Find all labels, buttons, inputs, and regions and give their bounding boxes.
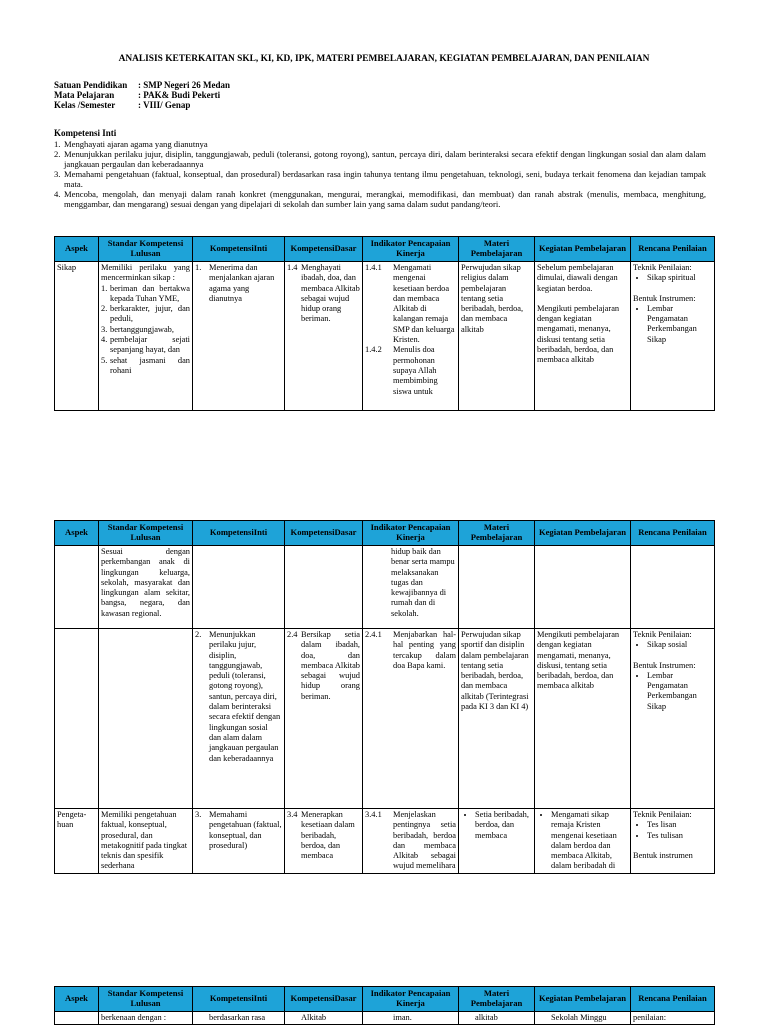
meta-row: [54, 80, 230, 90]
analysis-table-2: [54, 520, 715, 874]
cell-kd: 2.4 Bersikap setia dalam ibadah, doa, dan membaca Alkitab sebagai wujud hidup orang beriman.: [285, 629, 363, 809]
table-row: [55, 1012, 715, 1025]
meta-label: Mata Pelajaran: [54, 90, 115, 101]
header-kd: KompetensiDasar: [285, 987, 363, 1012]
table-header-row: [55, 237, 715, 262]
header-kegiatan: Kegiatan Pembelajaran: [535, 521, 631, 546]
header-ipk: Indikator Pencapaian Kinerja: [363, 987, 459, 1012]
cell-ipk: 2.4.1 Menjabarkan hal-hal penting yang tercakup dalam doa Bapa kami.: [363, 629, 459, 809]
ki-item: 1. Menghayati ajaran agama yang dianutnya: [54, 139, 208, 149]
meta-value: : PAK& Budi Pekerti: [138, 90, 221, 101]
header-ki: KompetensiInti: [193, 237, 285, 262]
document-meta: [54, 80, 230, 111]
cell-ipk: iman.: [363, 1012, 459, 1025]
cell-skl: Memiliki perilaku yang mencerminkan sikap : 1. beriman dan bertakwa kepada Tuhan YME, 2. berkarakter, jujur, dan peduli, 3. bertanggungjawab, 4. pembelajar sejati sepanjang hayat, dan 5. sehat jasmani dan rohani: [99, 262, 193, 411]
table-row: [55, 262, 715, 411]
header-penilaian: Rencana Penilaian: [631, 521, 715, 546]
cell-aspek: Pengeta-huan: [55, 809, 99, 874]
cell-penilaian: penilaian:: [631, 1012, 715, 1025]
cell-kd: Alkitab: [285, 1012, 363, 1025]
ki-item: 2. Menunjukkan perilaku jujur, disiplin, tanggungjawab, peduli (toleransi, gotong royong), santun, percaya diri, dalam berinteraksi secara efektif dengan lingkungan sosial dan alam dalam jangkauan pergaulan dan keberadaannya: [54, 149, 706, 169]
header-materi: Materi Pembelajaran: [459, 987, 535, 1012]
cell-materi: alkitab: [459, 1012, 535, 1025]
header-kd: KompetensiDasar: [285, 237, 363, 262]
cell-kegiatan: Sebelum pembelajaran dimulai, diawali dengan kegiatan berdoa. Mengikuti pembelajaran dengan kegiatan mengamati, menanya, diskusi tentang setia beribadah, berdoa, dan membaca alkitab: [535, 262, 631, 411]
header-materi: Materi Pembelajaran: [459, 237, 535, 262]
cell-ki: 1. Menerima dan menjalankan ajaran agama yang dianutnya: [193, 262, 285, 411]
table-row: [55, 629, 715, 809]
cell-penilaian: Teknik Penilaian: • Sikap spiritual Bentuk Instrumen: • Lembar Pengamatan Perkembangan Sikap: [631, 262, 715, 411]
cell-ki: 3. Memahami pengetahuan (faktual, konseptual, dan prosedural): [193, 809, 285, 874]
header-aspek: Aspek: [55, 237, 99, 262]
cell-ipk: 1.4.1 Mengamati mengenai kesetiaan berdoa dan membaca Alkitab di kalangan remaja SMP dan keluarga Kristen. 1.4.2 Menulis doa permohonan supaya Allah membimbing siswa untuk: [363, 262, 459, 411]
header-skl: Standar Kompetensi Lulusan: [99, 521, 193, 546]
header-aspek: Aspek: [55, 521, 99, 546]
ki-item: 4. Mencoba, mengolah, dan menyaji dalam ranah konkret (menggunakan, mengurai, merangkai, memodifikasi, dan membuat) dan ranah abstrak (menulis, membaca, menghitung, menggambar, dan mengarang) sesuai dengan yang dipelajari di sekolah dan sumber lain yang sama dalam sudut pandang/teori.: [54, 189, 706, 209]
header-materi: Materi Pembelajaran: [459, 521, 535, 546]
meta-row: [54, 100, 230, 110]
meta-label: Kelas /Semester: [54, 100, 116, 111]
header-ipk: Indikator Pencapaian Kinerja: [363, 521, 459, 546]
cell-skl: Memiliki pengetahuan faktual, konseptual, prosedural, dan metakognitif pada tingkat teknis dan spesifik sederhana: [99, 809, 193, 874]
header-aspek: Aspek: [55, 987, 99, 1012]
cell-kegiatan: Sekolah Minggu: [535, 1012, 631, 1025]
cell-materi: • Setia beribadah, berdoa, dan membaca: [459, 809, 535, 874]
ki-item: 3. Memahami pengetahuan (faktual, konseptual, dan prosedural) berdasarkan rasa ingin tahunya tentang ilmu pengetahuan, teknologi, seni, budaya terkait fenomena dan kejadian tampak mata.: [54, 169, 706, 189]
cell-aspek: Sikap: [55, 262, 99, 411]
cell-kegiatan: Mengikuti pembelajaran dengan kegiatan mengamati, menanya, diskusi, tentang setia beribadah, berdoa, dan membaca alkitab: [535, 629, 631, 809]
cell-materi: Perwujudan sikap sportif dan disiplin dalam pembelajaran tentang setia beribadah, berdoa, dan membaca alkitab (Terintegrasi pada KI 3 dan KI 4): [459, 629, 535, 809]
ki-heading: Kompetensi Inti: [54, 128, 117, 138]
meta-value: : SMP Negeri 26 Medan: [138, 80, 230, 90]
header-ki: KompetensiInti: [193, 521, 285, 546]
cell-ipk: hidup baik dan benar serta mampu melaksanakan tugas dan kewajibannya di rumah dan di sekolah.: [363, 546, 459, 629]
page-title: ANALISIS KETERKAITAN SKL, KI, KD, IPK, MATERI PEMBELAJARAN, KEGIATAN PEMBELAJARAN, DAN PENILAIAN: [118, 54, 650, 64]
cell-skl: Sesuai dengan perkembangan anak di lingkungan keluarga, sekolah, masyarakat dan lingkungan alam sekitar, bangsa, negara, dan kawasan regional.: [99, 546, 193, 629]
cell-ki: 2. Menunjukkan perilaku jujur, disiplin, tanggungjawab, peduli (toleransi, gotong royong), santun, percaya diri, dalam berinteraksi secara efektif dengan lingkungan sosial dan alam dalam jangkauan pergaulan dan keberadaannya: [193, 629, 285, 809]
cell-kd: 1.4 Menghayati ibadah, doa, dan membaca Alkitab sebagai wujud hidup orang beriman.: [285, 262, 363, 411]
header-kd: KompetensiDasar: [285, 521, 363, 546]
header-ki: KompetensiInti: [193, 987, 285, 1012]
header-kegiatan: Kegiatan Pembelajaran: [535, 987, 631, 1012]
ki-list: [54, 139, 706, 209]
analysis-table-3: [54, 986, 715, 1025]
header-penilaian: Rencana Penilaian: [631, 237, 715, 262]
meta-label: Satuan Pendidikan: [54, 80, 128, 90]
header-ipk: Indikator Pencapaian Kinerja: [363, 237, 459, 262]
table-header-row: [55, 521, 715, 546]
analysis-table-1: [54, 236, 715, 411]
cell-ipk: 3.4.1 Menjelaskan pentingnya setia beribadah, berdoa dan membaca Alkitab sebagai wujud memelihara: [363, 809, 459, 874]
table-row: [55, 809, 715, 874]
header-skl: Standar Kompetensi Lulusan: [99, 987, 193, 1012]
header-kegiatan: Kegiatan Pembelajaran: [535, 237, 631, 262]
table-row: [55, 546, 715, 629]
meta-row: [54, 90, 230, 100]
cell-kd: 3.4 Menerapkan kesetiaan dalam beribadah, berdoa, dan membaca: [285, 809, 363, 874]
cell-ki: berdasarkan rasa: [193, 1012, 285, 1025]
meta-value: : VIII/ Genap: [138, 100, 191, 111]
cell-penilaian: Teknik Penilaian: • Tes lisan • Tes tulisan Bentuk instrumen: [631, 809, 715, 874]
cell-skl: berkenaan dengan :: [99, 1012, 193, 1025]
cell-materi: Perwujudan sikap religius dalam pembelajaran tentang setia beribadah, berdoa, dan membaca alkitab: [459, 262, 535, 411]
header-skl: Standar Kompetensi Lulusan: [99, 237, 193, 262]
cell-penilaian: Teknik Penilaian: • Sikap sosial Bentuk Instrumen: • Lembar Pengamatan Perkembangan Sikap: [631, 629, 715, 809]
header-penilaian: Rencana Penilaian: [631, 987, 715, 1012]
table-header-row: [55, 987, 715, 1012]
cell-kegiatan: • Mengamati sikap remaja Kristen mengenai kesetiaan dalam berdoa dan membaca Alkitab, dalam beribadah di: [535, 809, 631, 874]
